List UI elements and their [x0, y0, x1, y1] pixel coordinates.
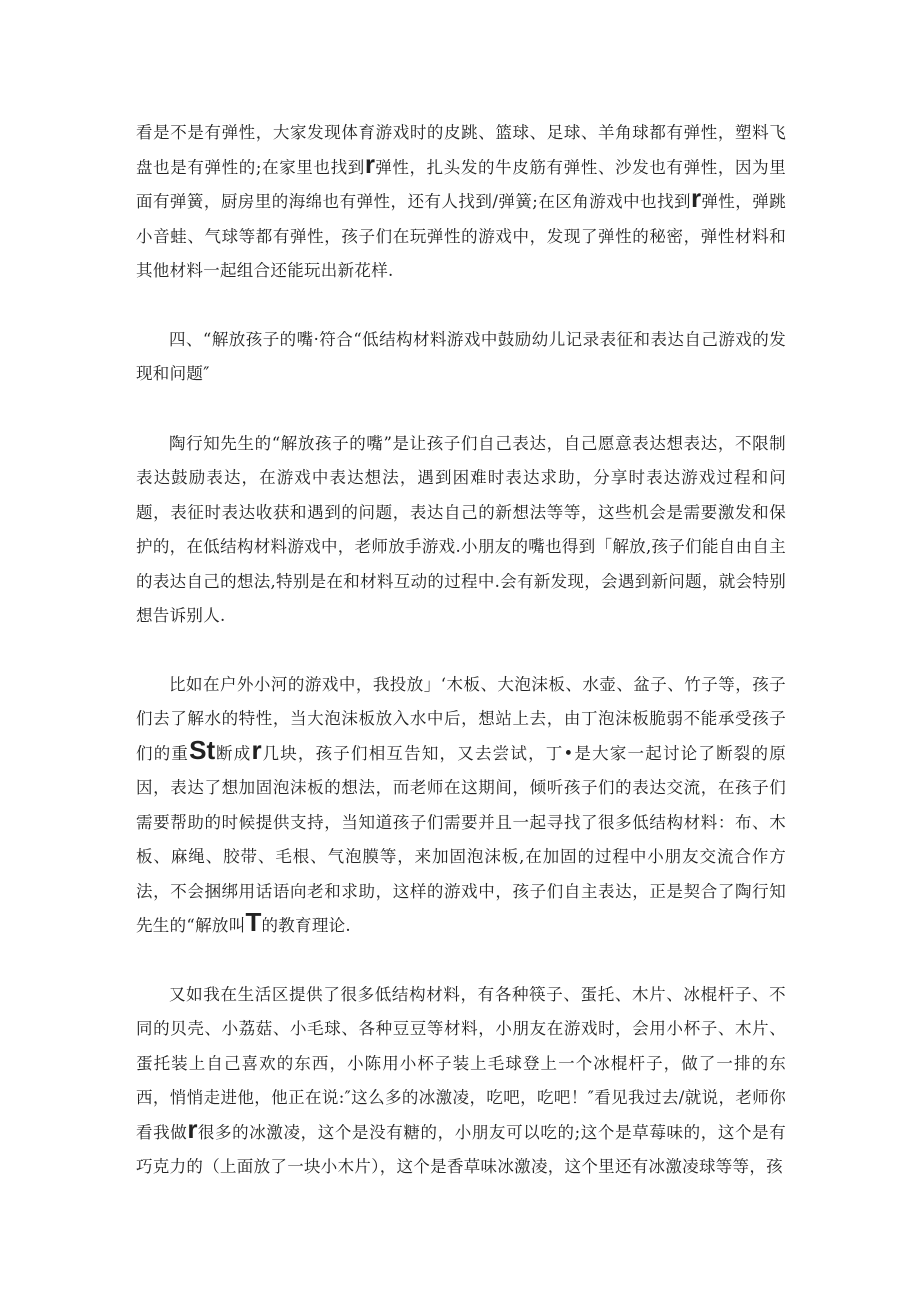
text-run: 陶行知先生的“解放孩子的嘴”是让孩子们自己表达，自己愿意表达想表达，不限制表达鼓励表达，在游戏中表达想法，遇到困难时表达求助，分享时表达游戏过程和问题，表征时表达收获和遇到的问题，表达自己的新想法等等，这些机会是需要激发和保护的，在低结构材料游戏中，老师放手游戏.小朋友的嘴也得到「解放,孩子们能自由自主的表达自己的想法,特别是在和材料互动的过程中.会有新发现，会遇到新问题，就会特别想告诉别人.	[136, 433, 786, 625]
garbled-glyph: r	[251, 734, 262, 765]
garbled-glyph: r	[364, 148, 375, 179]
garbled-glyph: r	[187, 1113, 198, 1144]
text-run: 几块，孩子们相互告知，又去尝试，丁•是大家一起讨论了断裂的原因，表达了想加固泡沫板的想法，而老师在这期间，倾听孩子们的表达交流，在孩子们需要帮助的时候提供支持，当知道孩子们需要并且一起寻找了很多低结构材料：布、木板、麻绳、胶带、毛根、气泡膜等，来加固泡沫板,在加固的过程中小朋友交流合作方法，不会捆绑用话语向老和求助，这样的游戏中，孩子们自主表达，正是契合了陶行知先生的“解放叫	[136, 743, 786, 935]
text-run: 断成	[215, 743, 252, 763]
garbled-glyph: St	[189, 734, 216, 765]
text-run: 弹性，弹跳小音蛙、气球等都有弹性，孩子们在玩弹性的游戏中，发现了弹性的秘密，弹性材料和其他材料一起组合还能玩出新花样.	[136, 192, 786, 280]
paragraph-river-game	[136, 668, 786, 944]
document-page	[136, 116, 786, 1219]
section-heading-four	[136, 323, 786, 392]
paragraph-life-area	[136, 978, 786, 1185]
heading-text: 四、“解放孩子的嘴·符合“低结构材料游戏中鼓励幼儿记录表征和表达自己游戏的发现和问题″	[136, 329, 786, 383]
text-run: 很多的冰激凌，这个是没有糖的，小朋友可以吃的;这个是草莓味的，这个是有巧克力的（上面放了一块小木片），这个是香草味冰激凌，这个里还有冰激凌球等等，孩	[136, 1122, 787, 1176]
text-run: 看是不是有弹性，大家发现体育游戏时的皮跳、篮球、足球、羊角球都有弹性，塑料飞盘也是有弹性的;在家里也找到	[136, 123, 786, 177]
garbled-glyph: r	[691, 183, 702, 213]
text-run: 的教育理论.	[261, 916, 351, 935]
paragraph-elasticity	[136, 116, 786, 289]
text-run: 弹性，扎头发的牛皮筋有弹性、沙发也有弹性，因为里面有弹簧，厨房里的海绵也有弹性，还有人找到/弹簧;在区角游戏中也找到	[136, 157, 787, 211]
text-run: 又如我在生活区提供了很多低结构材料，有各种筷子、蛋托、木片、冰棍杆子、不同的贝壳、小荔菇、小毛球、各种豆豆等材料，小朋友在游戏时，会用小杯子、木片、蛋托装上自己喜欢的东西，小陈用小杯子装上毛球登上一个冰棍杆子，做了一排的东西，悄悄走进他，他正在说:″这么多的冰激凌，吃吧，吃吧！″看见我过去/就说，老师你看我做	[136, 984, 786, 1142]
paragraph-tao-xingzhi	[136, 427, 786, 634]
text-run: 比如在户外小河的游戏中，我投放」‘木板、大泡沫板、水壶、盆子、竹子等，孩子们去了解水的特性，当大泡沫板放入水中后，想站上去，由丁泡沫板脆弱不能承受孩子们的重	[136, 674, 786, 763]
garbled-glyph: T	[245, 907, 262, 937]
